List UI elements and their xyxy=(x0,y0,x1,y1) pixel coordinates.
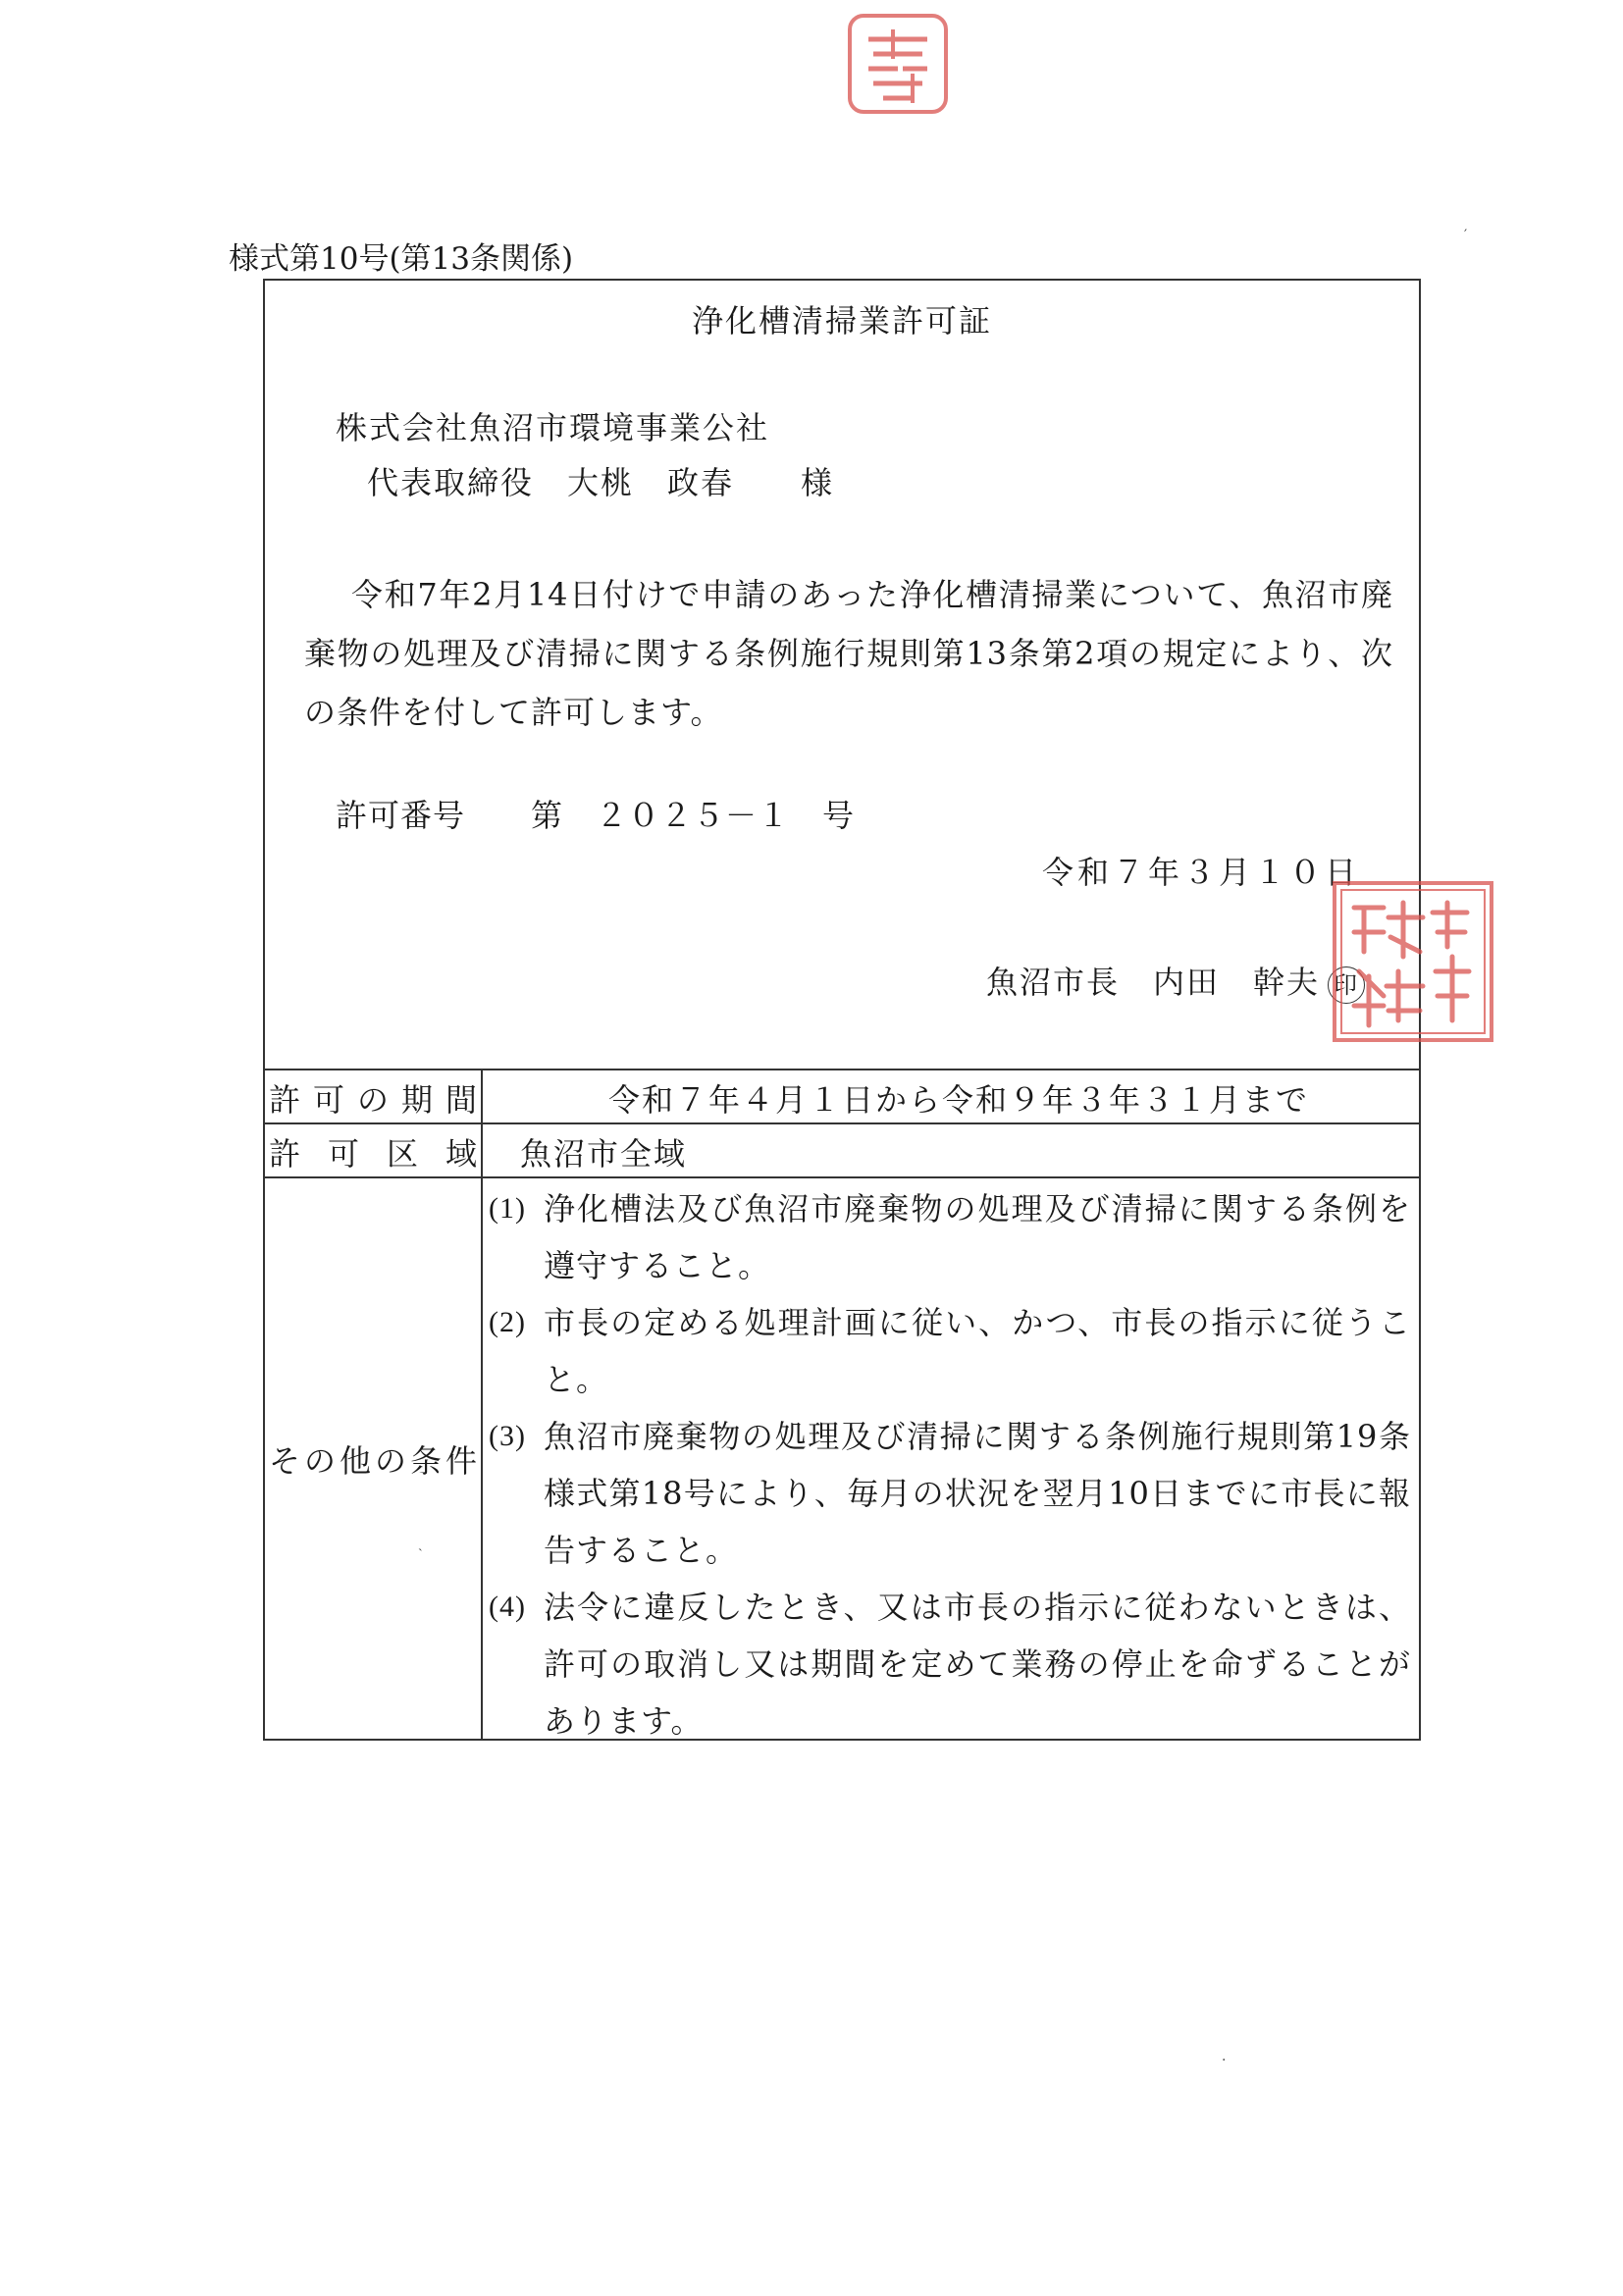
condition-item: (2) 市長の定める処理計画に従い、かつ、市長の指示に従うこと。 xyxy=(489,1304,1411,1398)
scan-mark: ˴ xyxy=(418,1540,423,1556)
top-seal-stamp xyxy=(844,10,952,118)
mayor-name: 魚沼市長 内田 幹夫 xyxy=(985,964,1320,1001)
company-name: 株式会社魚沼市環境事業公社 xyxy=(336,409,770,446)
form-number-label: 様式第10号(第13条関係) xyxy=(229,241,574,277)
scan-mark: ′ xyxy=(1464,228,1468,243)
conditions-list xyxy=(489,1180,1411,1749)
permit-number-label: 許可番号 xyxy=(336,797,466,834)
scan-mark: . xyxy=(1222,2049,1227,2064)
permit-number-value: 第 ２０２５－１ 号 xyxy=(531,797,856,834)
issue-date: 令和７年３月１０日 xyxy=(1041,854,1360,891)
table-column-divider xyxy=(481,1069,483,1741)
condition-item: (3) 魚沼市廃棄物の処理及び清掃に関する条例施行規則第19条様式第18号により、毎月の状況を翌月10日までに市長に報告すること。 xyxy=(489,1418,1411,1569)
seal-mark: 印 xyxy=(1328,966,1365,1004)
area-label: 許可区域 xyxy=(269,1135,477,1173)
period-value: 令和７年４月１日から令和９年３年３１月まで xyxy=(608,1081,1310,1119)
representative-name: 代表取締役 大桃 政春 様 xyxy=(367,464,835,501)
area-value: 魚沼市全域 xyxy=(520,1135,688,1173)
table-top-line xyxy=(265,1069,1419,1070)
certificate-frame xyxy=(263,279,1421,1741)
period-label: 許可の期間 xyxy=(269,1081,477,1119)
condition-item: (4) 法令に違反したとき、又は市長の指示に従わないときは、許可の取消し又は期間を定めて業務の停止を命ずることがあります。 xyxy=(489,1589,1411,1740)
permit-number xyxy=(336,791,855,836)
condition-item: (1) 浄化槽法及び魚沼市廃棄物の処理及び清掃に関する条例を遵守すること。 xyxy=(489,1190,1411,1284)
table-line-3 xyxy=(265,1176,1419,1178)
certificate-title: 浄化槽清掃業許可証 xyxy=(691,302,992,339)
certificate-body: 令和7年2月14日付けで申請のあった浄化槽清掃業について、魚沼市廃棄物の処理及び清掃に関する条例施行規則第13条第2項の規定により、次の条件を付して許可します。 xyxy=(304,576,1393,731)
mayor-official-seal xyxy=(1330,878,1496,1045)
mayor-signature xyxy=(986,958,1365,1004)
conditions-label: その他の条件 xyxy=(269,1442,477,1480)
table-line-2 xyxy=(265,1122,1419,1124)
